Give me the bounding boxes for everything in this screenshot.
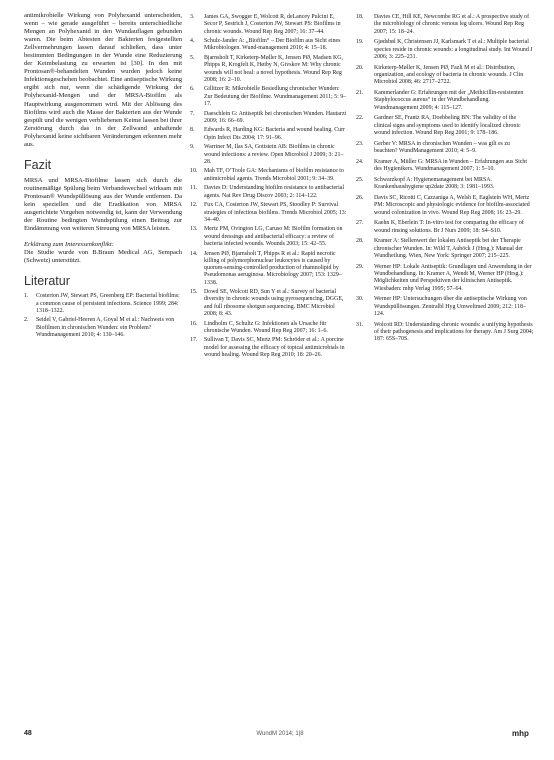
reference-item bbox=[24, 293, 182, 315]
reference-item bbox=[356, 14, 534, 36]
interest-text: Die Studie wurde von B.Braun Medical AG, Sempach (Schweiz) unterstützt. bbox=[24, 249, 182, 265]
reference-number: 15. bbox=[190, 289, 198, 296]
reference-number: 24. bbox=[356, 158, 364, 165]
reference-text: Kramer A: Stellenwert der lokalen Antiseptik bei der Therapie chronischer Wunden. In: Wild T, Auböck J (Hrsg.): Manual der Wundheilung. Wien, New York: Springer 2007; 215–225. bbox=[374, 238, 523, 259]
reference-text: Gardner SE, Frantz RA, Doebbeling BN: The validity of the clinical signs and symptoms used to identify localized chronic wound infection. Wound Rep Reg 2001; 9: 178–186. bbox=[374, 115, 521, 136]
reference-text: Wolcott RD: Understanding chronic wounds: a unifying hypothesis of their pathogenesis and implications for therapy. Am J Surg 2004; 187: 65S–70S. bbox=[374, 321, 534, 343]
reference-item bbox=[190, 127, 348, 142]
reference-item bbox=[190, 289, 348, 318]
reference-item bbox=[356, 65, 534, 87]
reference-item bbox=[190, 55, 348, 84]
reference-item bbox=[190, 202, 348, 224]
reference-text: Davies CE, Hill KE, Newcombe RG et al.: A prospective study of the microbiology of chronic venous leg ulcers. Wound Rep Reg 2007; 15: 18–24. bbox=[374, 14, 530, 35]
reference-number: 11. bbox=[190, 185, 198, 192]
reference-item bbox=[190, 111, 348, 126]
reference-item bbox=[356, 220, 534, 235]
reference-number: 6. bbox=[190, 86, 195, 93]
reference-text: Daeschlein G: Antiseptik bei chronischen Wunden. Hautarzt 2009; 16: 66–69. bbox=[204, 110, 347, 124]
reference-item bbox=[356, 238, 534, 260]
reference-text: Fux CA, Costerton JW, Stewart PS, Stoodley P: Survival strategies of infectious biofilms. Trends Microbiol 2005; 13: 34–40. bbox=[204, 202, 347, 223]
reference-item bbox=[356, 195, 534, 217]
reference-text: Schwarzkopf A: Hygienemanagement bei MRSA. Krankenhaushygiene up2date 2008; 3: 1981–1993. bbox=[374, 176, 495, 191]
reference-item bbox=[190, 321, 348, 336]
reference-text: Costerton JW, Stewart PS, Greenberg EP: Bacterial biofilms: a common cause of persistent infections. Science 1999; 284: 1318–1322. bbox=[36, 293, 180, 314]
reference-item bbox=[190, 251, 348, 287]
reference-item bbox=[24, 317, 182, 339]
reference-item bbox=[190, 14, 348, 36]
reference-number: 20. bbox=[356, 64, 364, 71]
fazit-heading: Fazit bbox=[24, 157, 52, 172]
reference-text: Davies D: Understanding biofilm resistance to antibacterial agents. Nat Rev Drug Discov 2003; 2: 114–122. bbox=[204, 185, 345, 199]
conclusion-paragraph: MRSA und MRSA-Biofilme lassen sich durch die routinemäßige Spülung beim Verbandswechsel wirksam mit Prontosan® Wundspüllösung aus der Wunde entfernen. Da kein speziellen und die Eradikation von MRSA ausgerichtete Vorgehen notwendig ist, kann der Verwendung der Routine bedingten Wundspülung einen Beitrag zur Eindämmung von weiteren Streuung von MRSA leisten. bbox=[24, 176, 182, 233]
reference-number: 5. bbox=[190, 55, 195, 62]
reference-text: Dowd SE, Wolcott RD, Sun Y et al.: Survey of bacterial diversity in chronic wounds using pyrosequencing, DGGE, and full ribosome shotgun sequencing. BMC Microbiol 2008; 8: 43. bbox=[204, 289, 344, 317]
reference-item bbox=[356, 141, 534, 156]
reference-item bbox=[356, 39, 534, 61]
literature-heading: Literatur bbox=[24, 274, 70, 289]
reference-number: 28. bbox=[356, 238, 364, 245]
reference-text: Werner HP: Untersuchungen über die antiseptische Wirkung von Wundspüllösungen. Zentralbl Hyg Umweltmed 2009; 212: 118–124. bbox=[374, 296, 527, 317]
reference-number: 21. bbox=[356, 90, 364, 97]
reference-item bbox=[190, 144, 348, 166]
reference-item bbox=[190, 38, 348, 53]
reference-text: Gerber V: MRSA in chronischen Wunden – was gilt es zu beachten? WundManagement 2010; 4: 5–9. bbox=[374, 140, 510, 154]
body-paragraph: antimikrobielle Wirkung von Polyhexanid unterscheiden, wenn – wie gerade ausgeführt – bereits unterschiedliche Mengen an Polyhexanid in den Wundauflagen gebunden waren. Die beim Abtesten der Bakterien festgestellten Zellvermehrungen lassen darauf schließen, dass unter bestimmten Bedingungen in der Wunde eine Reduzierung der Keimbelastung zu erwarten ist [30]. In den mit Prontosan®-behandelten Wunden wurden jedoch keine Infektionsgeschehen beobachtet. Eine antiseptische Wirkung ergibt sich nur, wenn die schädigende Wirkung der Polyhexanid-Mengen und der MRSA-Biofilm als Hauptwirkung ausgenommen wird. Mit der Ablösung des Biofilms wird auch die Masse der Bakterien aus der Wunde gespült und die wenigen verbliebenen Keime lassen bei ihrer Zerstörung durch das in der Zellwand anhaftende Polyhexanid keine sichtbaren Veränderungen erkennen mehr aus. bbox=[24, 12, 182, 148]
reference-text: Gjødsbøl K, Christensen JJ, Karlsmark T et al.: Multiple bacterial species reside in chronic wounds: a longitudinal study. Int Wound J 2006; 3: 225–231. bbox=[374, 39, 533, 60]
reference-item bbox=[190, 185, 348, 200]
reference-number: 29. bbox=[356, 263, 364, 270]
reference-number: 18. bbox=[356, 14, 364, 20]
reference-list bbox=[190, 14, 348, 359]
right-column bbox=[356, 14, 534, 347]
left-column bbox=[24, 12, 182, 342]
reference-number: 12. bbox=[190, 202, 198, 209]
interest-heading: Erklärung zum Interessenkonflikt: bbox=[24, 241, 114, 249]
reference-text: Werner HP: Lokale Antiseptik: Grundlagen und Anwendung in der Wundbehandlung. In: Kramer A, Wendt M, Werner HP (Hrsg.): Möglichkeiten und Perspektiven der klinischen Antiseptik. Wiesbaden: mhp Verlag 1995; 57–64. bbox=[374, 263, 532, 292]
reference-text: Edwards R, Harding KG: Bacteria and wound healing. Curr Opin Infect Dis 2004; 17: 91–96. bbox=[204, 127, 346, 141]
reference-list bbox=[356, 14, 534, 343]
publisher-logo: mhp bbox=[512, 729, 529, 738]
reference-text: Kammerlander G: Erfahrungen mit der „Methicillin-resistenten Staphylococcus aureus“ in der Wundbehandlung. Wundmanagement 2009; 4: 115–127. bbox=[374, 90, 524, 111]
reference-number: 25. bbox=[356, 176, 364, 183]
reference-number: 10. bbox=[190, 168, 198, 175]
reference-number: 31. bbox=[356, 321, 364, 328]
reference-number: 19. bbox=[356, 39, 364, 46]
reference-item bbox=[356, 322, 534, 344]
reference-text: Lindholm C, Schultz G: Infektionen als Ursache für chronische Wunden. Wound Rep Reg 2007; 16: 1–6. bbox=[204, 320, 328, 334]
reference-item bbox=[190, 86, 348, 108]
reference-text: Seidel V, Gabriel-Heeren A, Goyal M et al.: Nachweis von Biofilmen in chronischen Wunden: ein Problem? Wundmanagement 2010; 4: 130–146. bbox=[36, 317, 175, 338]
reference-number: 8. bbox=[190, 127, 195, 134]
reference-number: 13. bbox=[190, 226, 198, 233]
journal-citation: WundM 2014; 1|8 bbox=[256, 731, 304, 737]
reference-number: 22. bbox=[356, 115, 364, 122]
reference-number: 4. bbox=[190, 38, 195, 45]
reference-number: 16. bbox=[190, 320, 198, 327]
reference-item bbox=[190, 337, 348, 359]
reference-text: Bjarnsholt T, Kirketerp-Møller K, Jensen PØ, Madsen KG, Phipps R, Krogfelt K, Høiby N, Givskov M: Why chronic wounds will not heal: a novel hypothesis. Wound Rep Reg 2008; 16: 2–10. bbox=[204, 55, 344, 83]
reference-number: 2. bbox=[24, 317, 29, 324]
reference-number: 9. bbox=[190, 144, 195, 151]
reference-list bbox=[24, 293, 182, 339]
reference-item bbox=[356, 115, 534, 137]
reference-number: 30. bbox=[356, 296, 364, 303]
reference-number: 7. bbox=[190, 110, 195, 117]
reference-item bbox=[190, 226, 348, 248]
reference-item bbox=[356, 159, 534, 174]
reference-item bbox=[190, 168, 348, 183]
reference-item bbox=[356, 90, 534, 112]
reference-text: James GA, Swogger E, Wolcott R, deLancey Pulcini E, Secor P, Sestrich J, Costerton JW, Stewart PS: Biofilms in chronic wounds. Wound Rep Reg 2007; 16: 37–44. bbox=[204, 14, 341, 35]
reference-text: Sullivan T, Davis SC, Mertz PM: Schröder et al.: A porcine model for assessing the efficacy of topical antimicrobials in wound healing. Wound Rep Reg 2010; 18: 20–26. bbox=[204, 337, 345, 358]
reference-item bbox=[356, 296, 534, 318]
reference-text: Kramer A, Müller G: MRSA in Wunden – Erfahrungen aus Sicht des Hygienikers. Wundmanagement 2007; 1: 5–10. bbox=[374, 158, 527, 173]
reference-text: Gillitzer R: Mikrobielle Besiedlung chronischer Wunden: Zur Bedeutung der Biofilme. Wundmanagement 2011; 5: 9–17. bbox=[204, 86, 347, 107]
reference-text: Warriner M, Ilas SA, Gottstein AB: Biofilms in chronic wound infections: a review. Open Microbiol J 2009; 3: 21–28. bbox=[204, 144, 344, 165]
reference-text: Mah TF, O’Toole GA: Mechanisms of biofilm resistance to antimicrobial agents. Trends Microbiol 2001; 9: 34–39. bbox=[204, 168, 344, 182]
reference-number: 27. bbox=[356, 220, 364, 227]
reference-number: 17. bbox=[190, 337, 198, 344]
reference-number: 1. bbox=[24, 293, 29, 300]
reference-number: 26. bbox=[356, 195, 364, 201]
reference-number: 23. bbox=[356, 140, 364, 147]
reference-item bbox=[356, 177, 534, 192]
reference-number: 14. bbox=[190, 250, 198, 257]
reference-number: 3. bbox=[190, 14, 195, 20]
reference-item bbox=[356, 264, 534, 293]
middle-column bbox=[190, 14, 348, 362]
reference-text: Davis SC, Ricotti C, Cazzaniga A, Welsh E, Eaglstein WH, Mertz PM: Microscopic and physiologic evidence for biofilm-associated wound colonization in vivo. Wound Rep Reg 2008; 16: 23–29. bbox=[374, 195, 530, 216]
page-number: 48 bbox=[24, 730, 32, 737]
reference-text: Schulz-Jander A: „Biofilm“ – Der Biofilm aus Sicht eines Mikrobiologen. Wund-management 2010; 4: 15–18. bbox=[204, 38, 341, 52]
reference-text: Kaehn K, Eberlein T: In-vitro test for comparing the efficacy of wound rinsing solutions. Br J Nurs 2009; 18: S4–S10. bbox=[374, 220, 524, 234]
reference-text: Kirketerp-Møller K, Jensen PØ, Fazli M et al.: Distribution, organization, and ecology of bacteria in chronic wounds. J Clin Microbiol 2008; 46: 2717–2722. bbox=[374, 64, 524, 86]
reference-text: Mertz PM, Ovington LG, Caruso M: Biofilm formation on wound dressings and antibacterial efficacy: a review of bacteria infected wounds. Wounds 2003; 15: 42–55. bbox=[204, 226, 343, 247]
reference-text: Jensen PØ, Bjarnsholt T, Phipps R et al.: Rapid necrotic killing of polymorphonuclear leukocytes is caused by quorum-sensing-controlled production of rhamnolipid by Pseudomonas aeruginosa. Microbiology 2007; 153: 1329–1338. bbox=[204, 250, 342, 286]
